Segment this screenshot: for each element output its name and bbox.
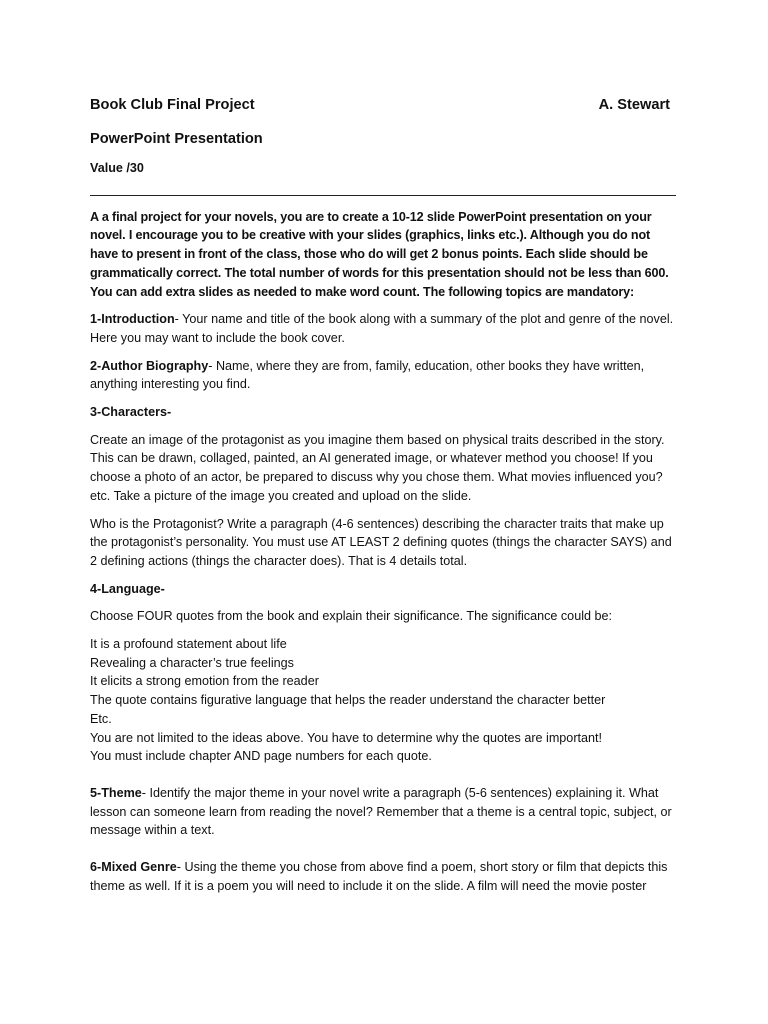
section-text: - Name, where they are from, family, education, other books they have written, anything interesting you find. [90, 358, 645, 392]
section-characters-heading [90, 403, 678, 422]
section-text: - Your name and title of the book along with a summary of the plot and genre of the novel. Here you may want to include the book cover. [90, 312, 674, 345]
section-heading: 6-Mixed Genre [90, 860, 177, 875]
section-heading: 3-Characters- [90, 405, 172, 420]
value-label: Value /30 [90, 161, 144, 175]
section-heading: 4-Language- [90, 581, 165, 596]
list-item: It elicits a strong emotion from the reader [90, 674, 319, 689]
list-item: It is a profound statement about life [90, 637, 287, 652]
language-paragraph-1: Choose FOUR quotes from the book and explain their significance. The significance could be: [90, 609, 613, 624]
section-heading: 5-Theme [90, 785, 142, 800]
list-item: Etc. [90, 711, 112, 726]
section-heading: 2-Author Biography [90, 358, 209, 373]
list-item: Revealing a character’s true feelings [90, 655, 294, 670]
section-language-heading [90, 580, 678, 599]
section-theme [90, 784, 678, 840]
language-list [90, 635, 678, 766]
author-name: A. Stewart [598, 97, 670, 113]
list-item: You are not limited to the ideas above. You have to determine why the quotes are important! [90, 730, 603, 745]
document-title: Book Club Final Project [90, 97, 255, 113]
section-text: - Identify the major theme in your novel write a paragraph (5-6 sentences) explaining it. What lesson can someone learn from reading the novel? Remember that a theme is a central topic, subject, or message within a text. [90, 785, 672, 838]
divider-line [90, 195, 676, 196]
section-heading: 1-Introduction [90, 312, 175, 327]
section-mixed-genre [90, 858, 678, 895]
characters-paragraph-2: Who is the Protagonist? Write a paragraph (4-6 sentences) describing the character traits that make up the protagonist’s personality. You must use AT LEAST 2 defining quotes (things the character SAYS) and 2 defining actions (things the character does). That is 4 details total. [90, 516, 672, 568]
intro-paragraph: A a final project for your novels, you are to create a 10-12 slide PowerPoint presentation on your novel. I encourage you to be creative with your slides (graphics, links etc.). Although you do not have to present in front of the class, those who do will get 2 bonus points. Each slide should be grammatically correct. The total number of words for this presentation should not be less than 600. You can add extra slides as needed to make word count. The following topics are mandatory: [90, 209, 669, 299]
section-author-biography [90, 357, 678, 394]
list-item: The quote contains figurative language that helps the reader understand the character better [90, 693, 606, 708]
section-introduction [90, 310, 678, 347]
document-subtitle: PowerPoint Presentation [90, 131, 263, 147]
characters-paragraph-1: Create an image of the protagonist as you imagine them based on physical traits described in the story. This can be drawn, collaged, painted, an AI generated image, or whatever method you choose! If you choose a photo of an actor, be prepared to discuss why you chose them. What movies influenced you? etc. Take a picture of the image you created and upload on the slide. [90, 432, 665, 503]
section-text: - Using the theme you chose from above find a poem, short story or film that depicts this theme as well. If it is a poem you will need to include it on the slide. A film will need the movie poster [90, 860, 668, 893]
header-row [90, 94, 670, 116]
list-item: You must include chapter AND page numbers for each quote. [90, 749, 432, 764]
document-content [90, 94, 678, 896]
